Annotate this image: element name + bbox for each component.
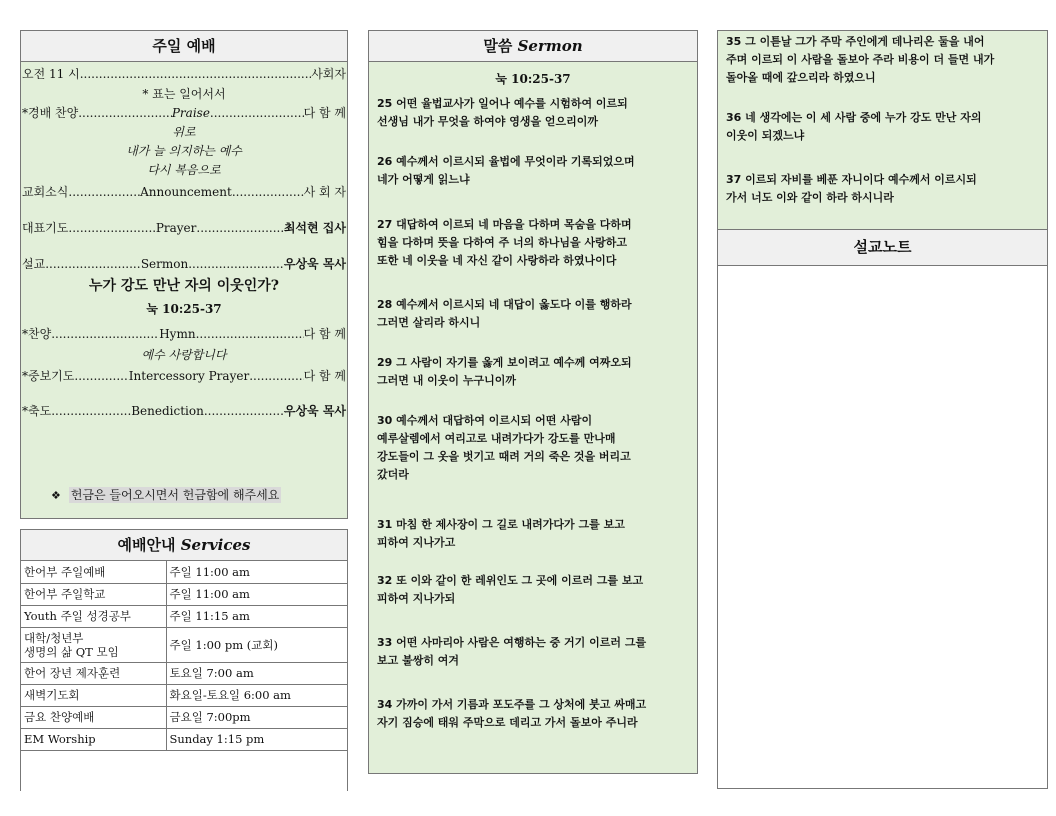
verse: 35 그 이튿날 그가 주막 주인에게 데나리온 둘을 내어 주며 이르되 이 사람을 돌보아 주라 비용이 더 들면 내가 돌아올 때에 갚으리라 하였으니 bbox=[726, 35, 995, 84]
services-row bbox=[21, 728, 347, 750]
sermon-title-header: 말씀 Sermon bbox=[369, 31, 697, 62]
verse: 29 그 사람이 자기를 옳게 보이려고 예수께 여짜오되 그러면 내 이웃이 누구니이까 bbox=[377, 356, 632, 387]
sermon-notes-title: 설교노트 bbox=[718, 230, 1047, 266]
verse: 34 가까이 가서 기름과 포도주를 그 상처에 붓고 싸매고 자기 짐승에 태워 주막으로 데리고 가서 돌보아 주니라 bbox=[377, 698, 647, 729]
diamond-bullet-icon: ❖ bbox=[51, 489, 61, 502]
services-table bbox=[21, 561, 347, 751]
service-name: 새벽기도회 bbox=[21, 684, 166, 706]
verse: 27 대답하여 이르되 네 마음을 다하며 목숨을 다하며 힘을 다하며 뜻을 다하여 주 너의 하나님을 사랑하고 또한 네 이웃을 네 자신 같이 사랑하라 하였나이다 bbox=[377, 218, 632, 267]
service-name: 한어부 주일학교 bbox=[21, 583, 166, 605]
verse: 31 마침 한 제사장이 그 길로 내려가다가 그를 보고 피하여 지나가고 bbox=[377, 518, 625, 549]
sermon-notes-area[interactable] bbox=[718, 266, 1047, 788]
verse: 30 예수께서 대답하여 이르시되 어떤 사람이 예루살렘에서 여리고로 내려가다가 강도를 만나매 강도들이 그 옷을 벗기고 때려 거의 죽은 것을 버리고 갔더라 bbox=[377, 414, 631, 481]
verse: 32 또 이와 같이 한 레위인도 그 곳에 이르러 그를 보고 피하여 지나가되 bbox=[377, 574, 644, 605]
scripture-reference: 눅 10:25-37 bbox=[495, 72, 571, 86]
order-announcement: 교회소식 ..... Announcement ..... 사 회 자 bbox=[21, 183, 347, 201]
service-name: 한어부 주일예배 bbox=[21, 561, 166, 583]
worship-order-body bbox=[21, 62, 347, 518]
order-prayer: 대표기도 ..... Prayer ..... 최석현 집사 bbox=[21, 219, 347, 237]
order-opening-praise: *경배 찬양 ..... Praise ..... 다 함 께 bbox=[21, 104, 347, 122]
service-name: 금요 찬양예배 bbox=[21, 706, 166, 728]
service-time: 금요일 7:00pm bbox=[166, 706, 347, 728]
sermon-reference: 눅 10:25-37 bbox=[146, 302, 222, 316]
sermon-title: 누가 강도 만난 자의 이웃인가? bbox=[89, 278, 279, 294]
verse: 28 예수께서 이르시되 네 대답이 옳도다 이를 행하라 그러면 살리라 하시니 bbox=[377, 298, 632, 329]
services-row bbox=[21, 561, 347, 583]
verse: 25 어떤 율법교사가 일어나 예수를 시험하여 이르되 선생님 내가 무엇을 하여야 영생을 얻으리이까 bbox=[377, 97, 628, 128]
services-row bbox=[21, 662, 347, 684]
verse: 26 예수께서 이르시되 율법에 무엇이라 기록되었으며 네가 어떻게 읽느냐 bbox=[377, 155, 635, 186]
order-intercession: *중보기도 ..... Intercessory Prayer ..... 다 함 께 bbox=[21, 367, 347, 385]
offering-note: ❖ 헌금은 들어오시면서 헌금함에 해주세요 bbox=[51, 488, 280, 502]
praise-song: 위로 bbox=[172, 125, 196, 139]
standing-note: * 표는 일어서서 bbox=[142, 87, 226, 101]
order-benediction: *축도 ..... Benediction ..... 우상욱 목사 bbox=[21, 402, 347, 420]
worship-order-panel bbox=[20, 30, 348, 519]
service-time: 주일 11:00 am bbox=[166, 561, 347, 583]
services-row bbox=[21, 583, 347, 605]
services-title: 예배안내 Services bbox=[21, 530, 347, 561]
order-hymn: *찬양 ..... Hymn ..... 다 함 께 bbox=[21, 325, 347, 343]
sermon-panel bbox=[368, 30, 698, 774]
verse: 36 네 생각에는 이 세 사람 중에 누가 강도 만난 자의 이웃이 되겠느냐 bbox=[726, 111, 982, 142]
service-time: 주일 1:00 pm (교회) bbox=[166, 627, 347, 662]
order-time-role: 사회자 bbox=[311, 67, 346, 81]
verse: 37 이르되 자비를 베푼 자니이다 예수께서 이르시되 가서 너도 이와 같이 하라 하시니라 bbox=[726, 173, 977, 204]
praise-song: 다시 복음으로 bbox=[147, 163, 221, 177]
order-time-row bbox=[21, 65, 347, 83]
service-name: EM Worship bbox=[21, 728, 166, 750]
order-sermon: 설교 ..... Sermon ..... 우상욱 목사 bbox=[21, 255, 347, 273]
verse: 33 어떤 사마리아 사람은 여행하는 중 거기 이르러 그를 보고 불쌍히 여겨 bbox=[377, 636, 647, 667]
hymn-song: 예수 사랑합니다 bbox=[141, 348, 227, 362]
service-time: Sunday 1:15 pm bbox=[166, 728, 347, 750]
service-name: 대학/청년부 생명의 삶 QT 모임 bbox=[21, 627, 166, 662]
services-panel bbox=[20, 529, 348, 791]
service-time: 주일 11:00 am bbox=[166, 583, 347, 605]
services-row bbox=[21, 627, 347, 662]
services-row bbox=[21, 706, 347, 728]
sermon-body bbox=[369, 62, 697, 773]
worship-title: 주일 예배 bbox=[21, 31, 347, 62]
services-row bbox=[21, 605, 347, 627]
service-time: 화요일-토요일 6:00 am bbox=[166, 684, 347, 706]
service-name: 한어 장년 제자훈련 bbox=[21, 662, 166, 684]
sermon-continuation-panel bbox=[717, 30, 1048, 229]
services-row bbox=[21, 684, 347, 706]
service-time: 주일 11:15 am bbox=[166, 605, 347, 627]
service-time: 토요일 7:00 am bbox=[166, 662, 347, 684]
service-name: Youth 주일 성경공부 bbox=[21, 605, 166, 627]
praise-song: 내가 늘 의지하는 예수 bbox=[126, 144, 242, 158]
order-time-label: 오전 11 시 bbox=[22, 67, 80, 81]
sermon-notes-panel bbox=[717, 229, 1048, 789]
